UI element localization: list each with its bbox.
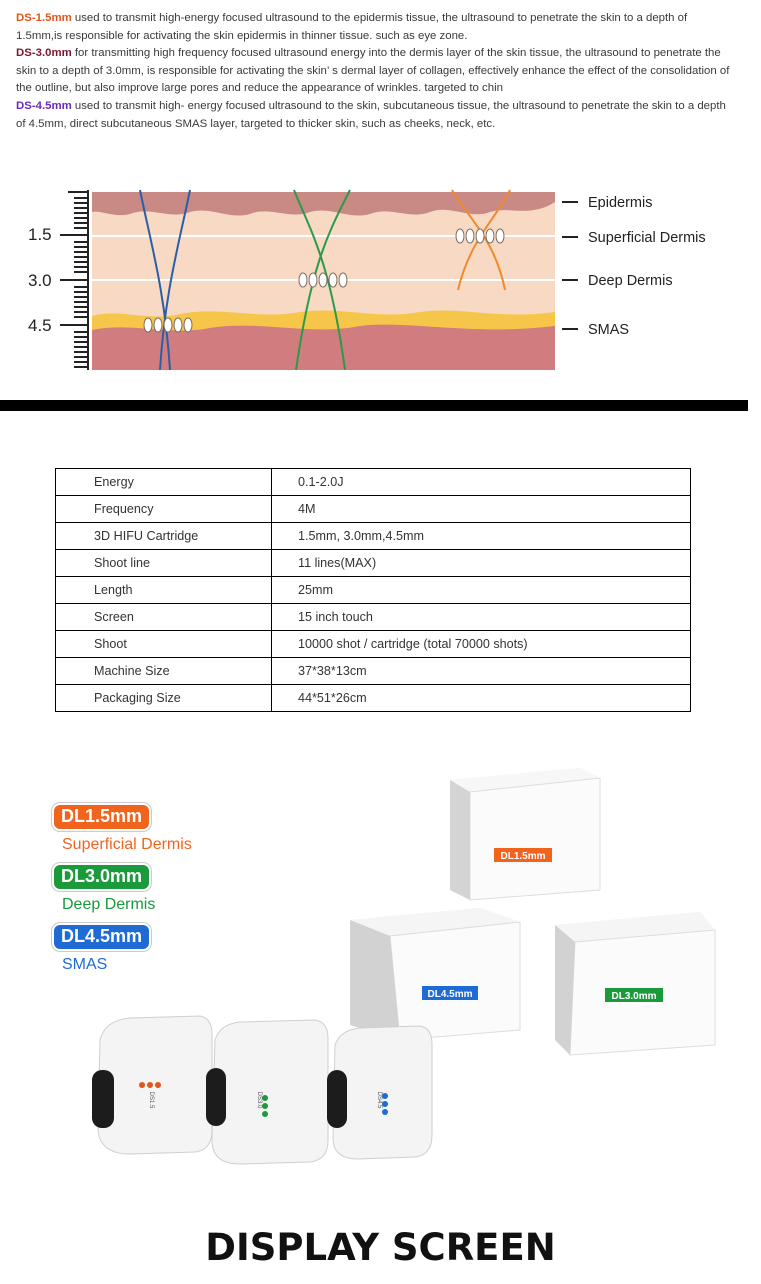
spec-label: 3D HIFU Cartridge xyxy=(56,523,272,550)
spec-label: Packaging Size xyxy=(56,685,272,712)
box-label-dl45: DL4.5mm xyxy=(427,989,473,1000)
box-label-dl30: DL3.0mm xyxy=(611,991,657,1002)
table-row xyxy=(56,604,691,631)
desc-ds45 xyxy=(16,98,736,133)
spec-value: 0.1-2.0J xyxy=(272,469,691,496)
desc-ds15-text: used to transmit high-energy focused ultrasound to the epidermis tissue, the ultrasound to penetrate the skin to a depth of 1.5mm,is responsible for activating the skin epidermis in thinner tissue. such as eye zone. xyxy=(16,12,688,42)
cartridge-label-ds15: DS1.5 xyxy=(148,1091,154,1109)
spec-label: Frequency xyxy=(56,496,272,523)
cartridge-ds45 xyxy=(327,1026,432,1159)
cartridge-label-ds45: DS4.5 xyxy=(376,1091,382,1109)
spec-value: 4M xyxy=(272,496,691,523)
skin-layer-diagram xyxy=(0,180,761,380)
spec-table xyxy=(55,468,691,712)
desc-ds30-key: DS-3.0mm xyxy=(16,47,72,60)
desc-ds15 xyxy=(16,10,736,45)
layer-label-ticks xyxy=(562,202,578,329)
box-dl15 xyxy=(450,768,600,900)
spec-label: Screen xyxy=(56,604,272,631)
cartridge-label-ds30: DS3.0 xyxy=(256,1091,262,1109)
table-row xyxy=(56,685,691,712)
box-dl45 xyxy=(350,908,520,1040)
cartridge-legend xyxy=(52,803,192,983)
layer-label-smas: SMAS xyxy=(588,322,630,338)
section-divider xyxy=(0,400,748,411)
spec-label: Length xyxy=(56,577,272,604)
description-text xyxy=(16,10,736,133)
legend-text-dl45: SMAS xyxy=(62,956,108,973)
box-label-dl15: DL1.5mm xyxy=(500,851,546,862)
desc-ds15-key: DS-1.5mm xyxy=(16,12,72,24)
table-row xyxy=(56,658,691,685)
spec-value: 37*38*13cm xyxy=(272,658,691,685)
legend-item-dl30 xyxy=(52,863,192,914)
desc-ds30-text: for transmitting high frequency focused ultrasound energy into the dermis layer of the skin tissue, the ultrasound to penetrate the skin to a depth of 3.0mm, is responsible for activating the skin’ s dermal layer of collagen, effectively enhance the effect of the consolidation of the outline, but also improve large pores and reduce the appearance of wrinkles. targeted to chin xyxy=(16,47,730,95)
depth-ruler xyxy=(60,190,88,370)
spec-value: 11 lines(MAX) xyxy=(272,550,691,577)
desc-ds45-text: used to transmit high- energy focused ultrasound to the skin, subcutaneous tissue, the ultrasound to penetrate the skin to a depth of 4.5mm, direct subcutaneous SMAS layer, targeted to thicker skin, such as cheeks, neck, etc. xyxy=(16,99,726,130)
table-row xyxy=(56,577,691,604)
legend-badge-dl30: DL3.0mm xyxy=(52,863,151,891)
cartridge-ds30 xyxy=(206,1020,328,1164)
spec-label: Shoot xyxy=(56,631,272,658)
spec-label: Energy xyxy=(56,469,272,496)
box-dl30 xyxy=(555,912,715,1055)
table-row xyxy=(56,496,691,523)
legend-text-dl15: Superficial Dermis xyxy=(62,836,192,853)
legend-item-dl15 xyxy=(52,803,192,854)
legend-item-dl45 xyxy=(52,923,192,974)
legend-badge-dl45: DL4.5mm xyxy=(52,923,151,951)
display-screen-title: DISPLAY SCREEN xyxy=(205,1226,556,1269)
table-row xyxy=(56,469,691,496)
depth-label-3-0: 3.0 xyxy=(28,271,52,290)
cartridge-ds15 xyxy=(92,1016,212,1154)
depth-label-4-5: 4.5 xyxy=(28,316,52,335)
spec-label: Shoot line xyxy=(56,550,272,577)
legend-badge-dl15: DL1.5mm xyxy=(52,803,151,831)
table-row xyxy=(56,550,691,577)
spec-value: 25mm xyxy=(272,577,691,604)
layer-label-superficial-dermis: Superficial Dermis xyxy=(588,230,706,246)
legend-text-dl30: Deep Dermis xyxy=(62,896,156,913)
desc-ds45-key: DS-4.5mm xyxy=(16,99,72,112)
spec-value: 15 inch touch xyxy=(272,604,691,631)
spec-value: 44*51*26cm xyxy=(272,685,691,712)
spec-value: 10000 shot / cartridge (total 70000 shots) xyxy=(272,631,691,658)
table-row xyxy=(56,631,691,658)
spec-value: 1.5mm, 3.0mm,4.5mm xyxy=(272,523,691,550)
spec-label: Machine Size xyxy=(56,658,272,685)
depth-label-1-5: 1.5 xyxy=(28,225,52,244)
layer-label-epidermis: Epidermis xyxy=(588,195,653,211)
layer-label-deep-dermis: Deep Dermis xyxy=(588,273,673,289)
table-row xyxy=(56,523,691,550)
desc-ds30 xyxy=(16,45,736,98)
